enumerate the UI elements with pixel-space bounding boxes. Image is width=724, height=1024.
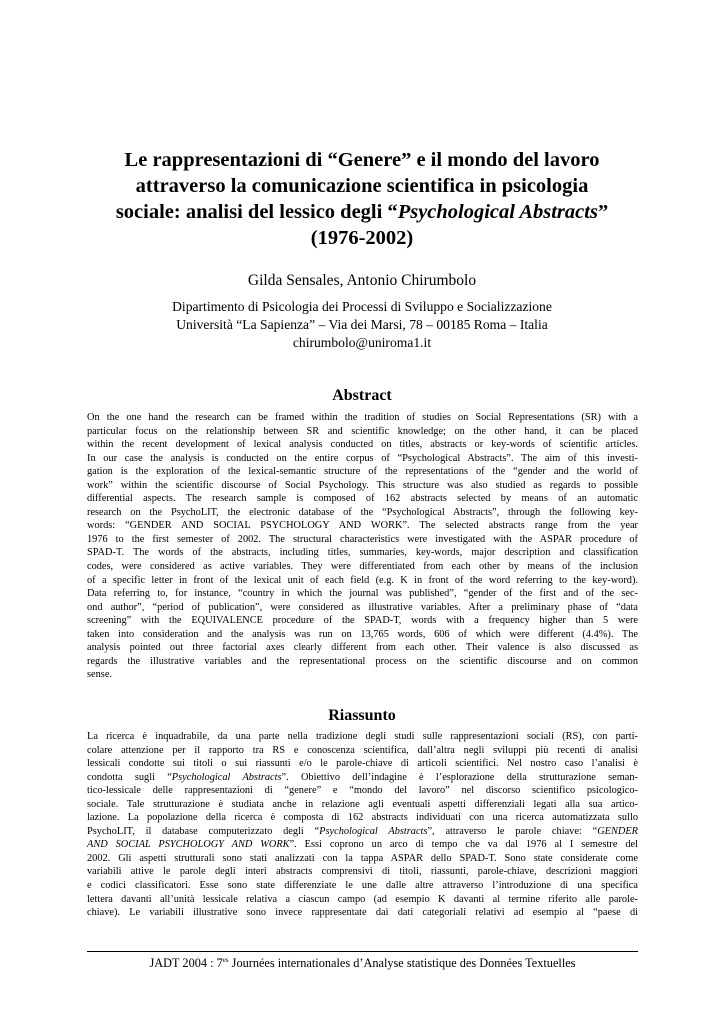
footer-rule xyxy=(87,951,638,952)
abstract-line: ond author”, “period of publication”, were considered as illustrative variables. After a preliminary phase of “data xyxy=(87,601,638,613)
title-line-3: sociale: analisi del lessico degli “Psychological Abstracts” xyxy=(115,201,609,223)
title-journal-name: Psychological Abstracts xyxy=(397,201,598,223)
riassunto-line: lessicali condotte sui titoli o sui riassunti e/o le parole-chiave di articoli scientifici. Nel nostro caso l’analisi è xyxy=(87,758,638,770)
abstract-line: 1976 to the first semester of 2002. The structural characteristics were investigated with the ASPAR procedure of xyxy=(87,533,638,545)
title-line-4: (1976-2002) xyxy=(310,227,414,249)
riassunto-line: e codici classificatori. Esse sono state differenziate le une dalle altre attraverso l’introduzione di una specifica xyxy=(87,880,638,892)
abstract-line: codes, were considered as active variables. They were differentiated from each other by means of the inclusion xyxy=(87,561,638,573)
abstract-line: Data referring to, for instance, “country in which the journal was published”, “gender of the first and of the sec- xyxy=(87,588,638,600)
title-line-2: attraverso la comunicazione scientifica in psicologia xyxy=(135,175,589,197)
riassunto-line: colare attenzione per il rapporto tra RS e conoscenza scientifica, dall’altra negli sviluppi più recenti di analisi xyxy=(87,744,638,756)
riassunto-line: variabili attive le parole degli interi abstracts comprensivi di titoli, riassunti, parole-chiave, descrizioni maggiori xyxy=(87,866,638,878)
paper-title xyxy=(60,147,664,251)
abstract-heading: Abstract xyxy=(332,387,392,404)
riassunto-body xyxy=(87,730,638,920)
abstract-line: screening” with the EQUIVALENCE procedure of the SPAD-T, words with a frequency higher than 5 were xyxy=(87,615,638,627)
abstract-line: gation is the exploration of the lexical-semantic structure of the representations of the “gender and the world of xyxy=(87,466,638,478)
author-list: Gilda Sensales, Antonio Chirumbolo xyxy=(247,272,477,289)
abstract-line: work” within the scientific discourse of Social Psychology. This structure was also studied as regards to possible xyxy=(87,479,638,491)
abstract-line: In our case the analysis is conducted on the entire corpus of “Psychological Abstracts”. The aim of this investi- xyxy=(87,452,638,464)
abstract-line: taken into consideration and the analysis was run on 13,765 words, 606 of which were different (4.4%). The xyxy=(87,628,638,640)
affiliation-address: Università “La Sapienza” – Via dei Marsi, 78 – 00185 Roma – Italia xyxy=(176,317,548,332)
title-line-1: Le rappresentazioni di “Genere” e il mondo del lavoro xyxy=(124,149,600,171)
abstract-line: particular focus on the relationship between SR and scientific knowledge; on the other hand, it can be placed xyxy=(87,425,638,437)
abstract-line: analysis pointed out three factorial axes clearly different from each other. Their valence is also discussed as xyxy=(87,642,638,654)
riassunto-line: PsychoLIT, il database computerizzato degli “Psychological Abstracts”, attraverso le parole chiave: “GENDER xyxy=(87,825,638,837)
riassunto-line: 2002. Gli aspetti strutturali sono stati analizzati con la tappa ASPAR dello SPAD-T. Sono state considerate come xyxy=(87,852,638,864)
riassunto-line: sociale. Tale strutturazione è studiata anche in relazione agli eventuali aspetti differenziali legati alla sua artico- xyxy=(87,798,638,810)
abstract-line: On the one hand the research can be framed within the tradition of studies on Social Representations (SR) with a xyxy=(87,412,638,423)
footer-superscript: es xyxy=(222,956,229,964)
riassunto-line: tico-lessicale delle rappresentazioni di “genere” e “mondo del lavoro” nel discorso scientifico psicologico- xyxy=(87,785,638,797)
abstract-line: of a specific letter in front of the lexical unit of each field (e.g. K in front of the word referring to the key-word). xyxy=(87,574,638,586)
author-email: chirumbolo@uniroma1.it xyxy=(292,335,432,350)
page-footer: JADT 2004 : $7^{es}$ Journées internationales d’Analyse statistique des Données Textuelles xyxy=(149,956,576,970)
riassunto-line: AND SOCIAL PSYCHOLOGY AND WORK”. Essi coprono un arco di tempo che va dal 1976 al I semestre del xyxy=(87,839,638,851)
riassunto-line: lazione. La popolazione della ricerca è composta di 162 abstracts individuati con una ricerca automatizzata sullo xyxy=(87,812,638,824)
abstract-line: SPAD-T. The words of the abstracts, including titles, summaries, key-words, major description and classification xyxy=(87,547,638,559)
abstract-line: words: “GENDER AND SOCIAL PSYCHOLOGY AND WORK”. The selected abstracts range from the year xyxy=(87,520,638,532)
riassunto-line: chiave). Le variabili illustrative sono invece rappresentate dai dati categoriali relativi ad esempio al “paese di xyxy=(87,907,638,919)
abstract-line: within the recent development of lexical analysis conducted on titles, abstracts or key-words of scientific articles. xyxy=(87,439,638,451)
abstract-line: sense. xyxy=(87,669,112,681)
abstract-line: research on the PsychoLIT, the electronic database of the “Psychological Abstracts”, through the following key- xyxy=(87,506,638,518)
riassunto-line: lettera davanti all’unità lessicale relativa a ciascun campo (ad esempio K davanti al termine riferito alle parole- xyxy=(87,893,638,905)
abstract-body xyxy=(87,411,638,682)
abstract-line: regards the illustrative variables and the representational process on the scientific discourse and on common xyxy=(87,655,638,667)
abstract-line: differential aspects. The research sample is composed of 162 abstracts selected by means of an automatic xyxy=(87,493,638,505)
riassunto-heading: Riassunto xyxy=(328,707,396,724)
affiliation-block xyxy=(60,298,664,352)
riassunto-line: condotta sugli “Psychological Abstracts”. Obiettivo dell’indagine è l’esplorazione della strutturazione seman- xyxy=(87,771,639,783)
riassunto-line: La ricerca è inquadrabile, da una parte nella tradizione degli studi sulle rappresentazioni sociali (RS), con parti- xyxy=(87,731,638,742)
affiliation-department: Dipartimento di Psicologia dei Processi di Sviluppo e Socializzazione xyxy=(172,299,552,314)
